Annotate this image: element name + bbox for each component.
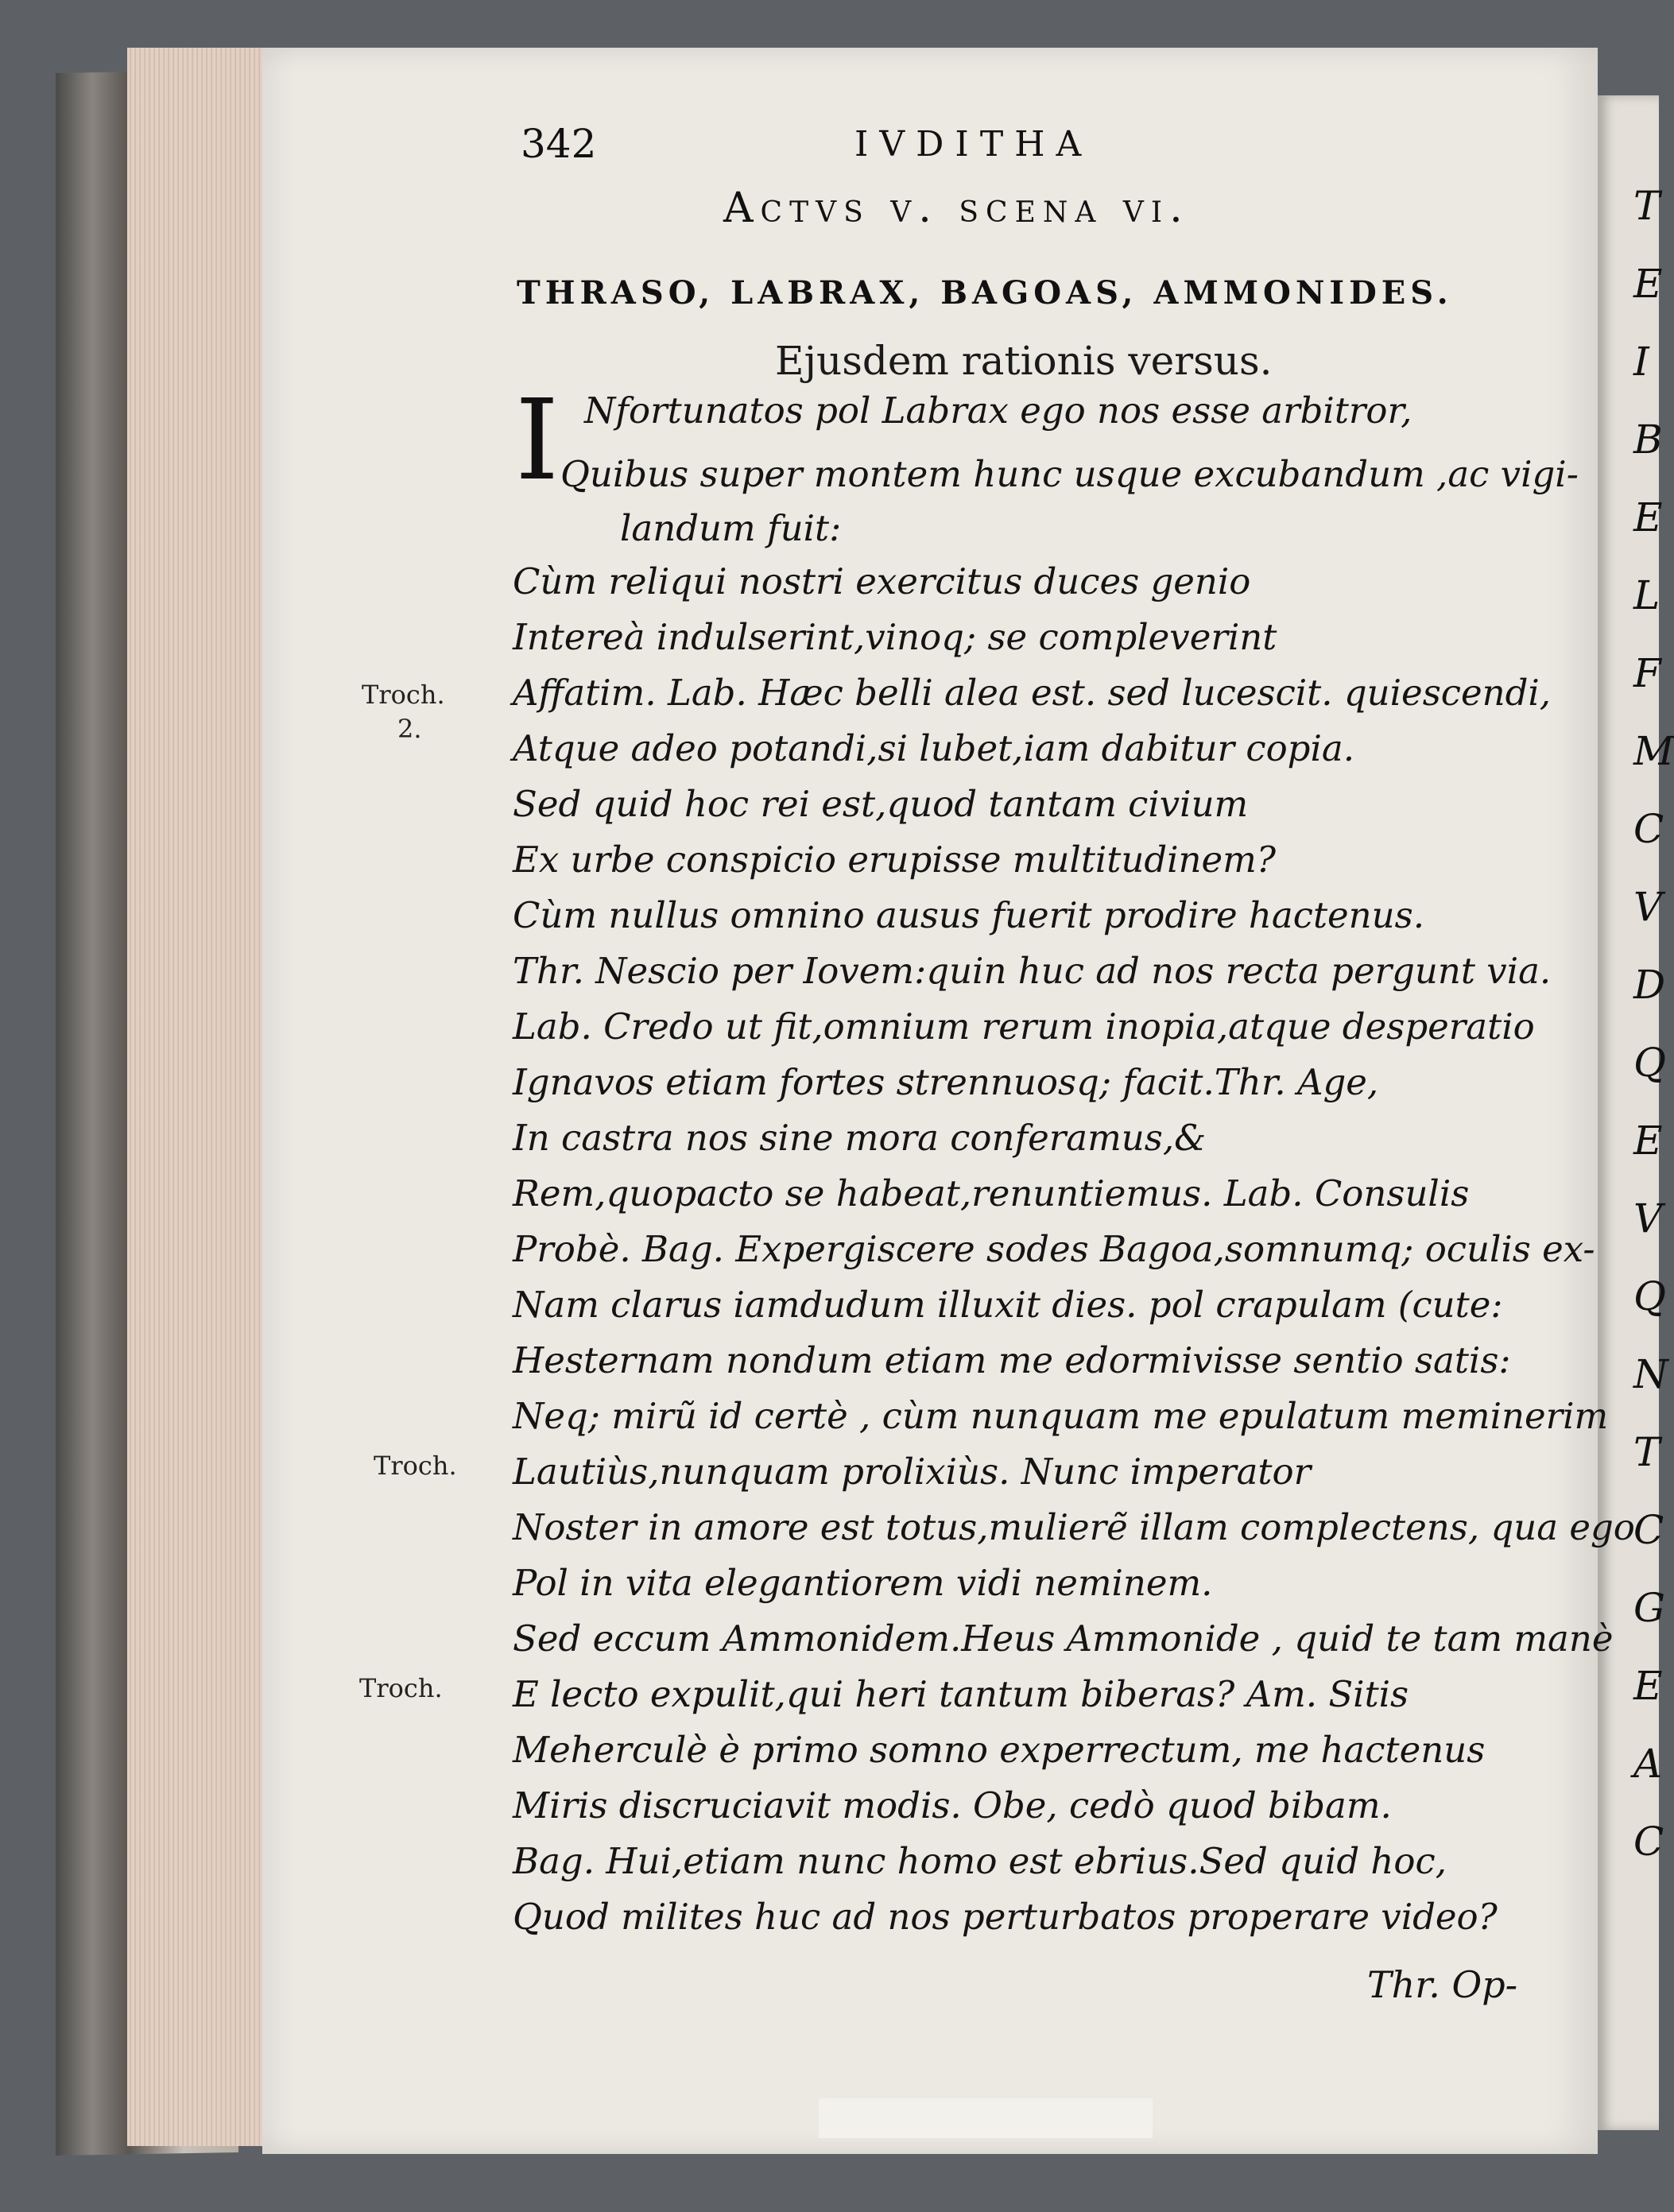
paper-slip <box>819 2098 1153 2138</box>
act-heading: Actvs v. scena vi. <box>723 184 1190 232</box>
page-number: 342 <box>521 121 597 167</box>
verse-note: Ejusdem rationis versus. <box>775 338 1273 384</box>
verse-line: Ignavos etiam fortes strennuosq; facit.Thr. Age, <box>513 1061 1379 1103</box>
verse-line: Atque adeo potandi,si lubet,iam dabitur copia. <box>513 727 1354 769</box>
verse-line: Nam clarus iamdudum illuxit dies. pol crapulam (cute: <box>513 1284 1503 1326</box>
facing-letter: A <box>1633 1741 1663 1787</box>
facing-letter: B <box>1633 416 1663 463</box>
verse-line: Nfortunatos pol Labrax ego nos esse arbitror, <box>584 389 1412 432</box>
verse-line: Quibus super montem hunc usque excubandum ,ac vigi- <box>560 453 1579 495</box>
facing-letter: C <box>1633 1819 1664 1865</box>
verse-line: Sed eccum Ammonidem.Heus Ammonide , quid te tam manè <box>513 1617 1614 1660</box>
facing-letter: V <box>1633 884 1663 930</box>
facing-letter: I <box>1633 339 1649 385</box>
facing-page-letters <box>1633 167 1674 1881</box>
facing-letter: E <box>1633 1118 1663 1164</box>
running-head <box>521 121 1546 176</box>
verse-line: Neq; mirũ id certè , cùm nunquam me epulatum meminerim <box>513 1395 1609 1437</box>
margin-note: Troch. <box>359 1673 443 1703</box>
verse-line: Thr. Nescio per Iovem:quin huc ad nos recta pergunt via. <box>513 950 1552 992</box>
margin-note: Troch. <box>374 1451 457 1481</box>
verse-line: Probè. Bag. Expergiscere sodes Bagoa,somnumq; oculis ex- <box>513 1228 1595 1270</box>
verse-line: Noster in amore est totus,mulierẽ illam complectens, qua ego <box>513 1506 1635 1548</box>
facing-letter: C <box>1633 806 1664 852</box>
verse-line: Cùm nullus omnino ausus fuerit prodire hactenus. <box>513 894 1425 936</box>
facing-letter: Q <box>1633 1273 1666 1319</box>
verse-line: Rem,quopacto se habeat,renuntiemus. Lab. Consulis <box>513 1172 1470 1214</box>
margin-note: 2. <box>397 714 422 744</box>
facing-letter: M <box>1633 728 1674 774</box>
verse-line: Quod milites huc ad nos perturbatos properare video? <box>513 1896 1498 1938</box>
facing-letter: T <box>1633 1429 1660 1475</box>
facing-letter: L <box>1633 572 1660 618</box>
verse-line: Cùm reliqui nostri exercitus duces genio <box>513 560 1251 602</box>
facing-letter: Q <box>1633 1040 1666 1086</box>
facing-letter: D <box>1633 962 1666 1008</box>
drop-initial: I <box>515 376 560 506</box>
verse-line: Lab. Credo ut fit,omnium rerum inopia,atque desperatio <box>513 1005 1535 1048</box>
verse-line: Pol in vita elegantiorem vidi neminem. <box>513 1562 1213 1604</box>
verse-line: Bag. Hui,etiam nunc homo est ebrius.Sed quid hoc, <box>513 1840 1447 1882</box>
verse-line: In castra nos sine mora conferamus,& <box>513 1117 1207 1159</box>
verse-line: Lautiùs,nunquam prolixiùs. Nunc imperator <box>513 1451 1312 1493</box>
cast-list: THRASO, LABRAX, BAGOAS, AMMONIDES. <box>517 274 1453 312</box>
facing-letter: C <box>1633 1507 1664 1553</box>
facing-letter: V <box>1633 1195 1663 1242</box>
verse-line: landum fuit: <box>620 507 842 549</box>
running-title: IVDITHA <box>854 124 1093 165</box>
verse-line: Miris discruciavit modis. Obe, cedò quod bibam. <box>513 1784 1392 1827</box>
verse-line: Hesternam nondum etiam me edormivisse sentio satis: <box>513 1339 1511 1381</box>
facing-letter: E <box>1633 1663 1663 1709</box>
verse-line: Sed quid hoc rei est,quod tantam civium <box>513 783 1249 825</box>
facing-letter: T <box>1633 183 1660 229</box>
verse-line: Ex urbe conspicio erupisse multitudinem? <box>513 839 1276 881</box>
facing-letter: E <box>1633 494 1663 540</box>
verse-line: E lecto expulit,qui heri tantum biberas? Am. Sitis <box>513 1673 1409 1715</box>
verse-line: Affatim. Lab. Hæc belli alea est. sed lucescit. quiescendi, <box>513 672 1552 714</box>
verse-line: Meherculè è primo somno experrectum, me hactenus <box>513 1729 1486 1771</box>
margin-note: Troch. <box>362 680 445 710</box>
facing-letter: N <box>1633 1351 1668 1397</box>
catchword: Thr. Op- <box>1367 1963 1518 2006</box>
facing-letter: E <box>1633 261 1663 307</box>
facing-letter: G <box>1633 1585 1665 1631</box>
facing-letter: F <box>1633 650 1661 696</box>
verse-line: Intereà indulserint,vinoq; se compleverint <box>513 616 1277 658</box>
